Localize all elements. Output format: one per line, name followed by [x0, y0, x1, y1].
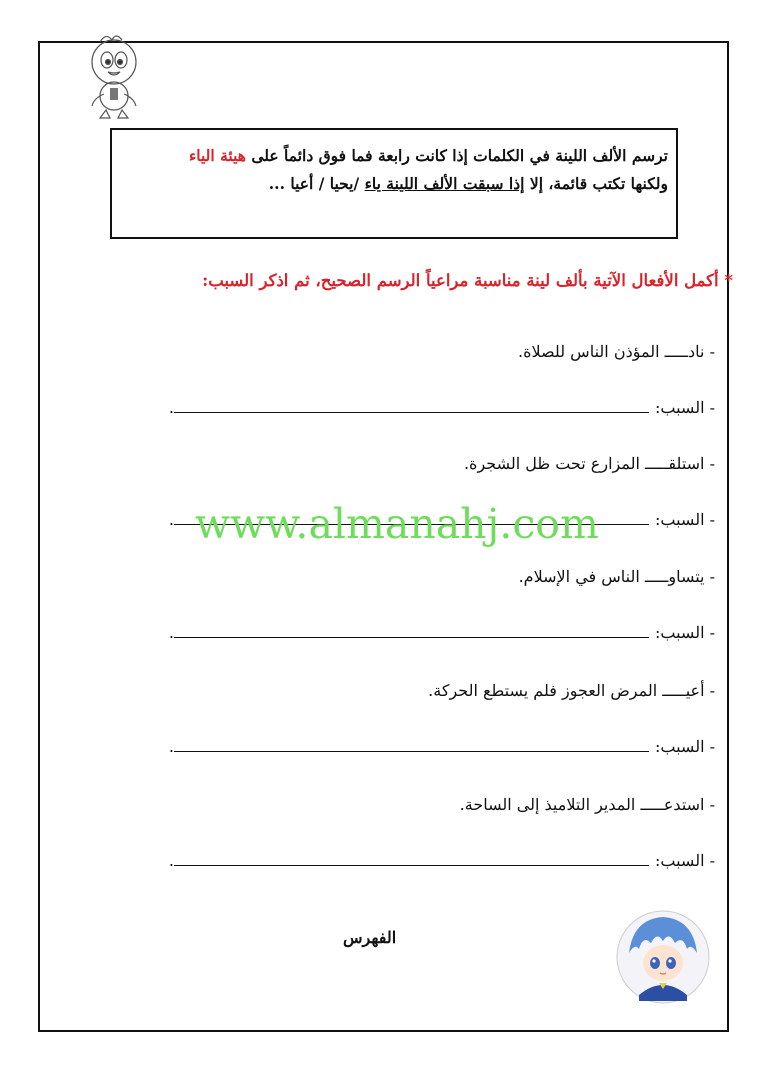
exercise-item: [75, 790, 715, 876]
reason-label: - السبب:: [654, 510, 715, 529]
reason-row: - السبب:.: [168, 398, 715, 417]
rule-line-1: [120, 142, 668, 170]
answer-line[interactable]: [174, 850, 649, 866]
reason-label: - السبب:: [654, 623, 715, 642]
reason-row: - السبب:.: [168, 851, 715, 870]
exercise-sentence: - نادـــــ المؤذن الناس للصلاة.: [518, 342, 715, 361]
answer-line[interactable]: [174, 397, 649, 413]
rule-highlight: هيئة الياء: [188, 146, 246, 165]
watermark: www.almanahj.com: [195, 500, 599, 548]
rule-line-2: [120, 170, 668, 198]
exercise-sentence: - أعيـــــ المرض العجوز فلم يستطع الحركة.: [428, 681, 715, 700]
answer-line[interactable]: [174, 622, 649, 638]
answer-line[interactable]: [174, 736, 649, 752]
exercise-sentence: - يتساوـــــ الناس في الإسلام.: [518, 567, 715, 586]
anime-character-icon: [615, 909, 711, 1005]
exercise-sentence: - استدعـــــ المدير التلاميذ إلى الساحة.: [459, 795, 715, 814]
rule-text: ترسم الألف اللينة في الكلمات إذا كانت رابعة فما فوق دائماً على: [245, 146, 668, 165]
reason-row: - السبب:.: [168, 737, 715, 756]
rule-box: [110, 128, 678, 239]
rule-text: ولكنها تكتب قائمة، إلا: [524, 174, 668, 193]
exercise-instruction: * أكمل الأفعال الآتية بألف لينة مناسبة مراعياً الرسم الصحيح، ثم اذكر السبب:: [202, 271, 733, 290]
reason-label: - السبب:: [654, 737, 715, 756]
exercise-item: [75, 337, 715, 423]
reason-row: - السبب:.: [168, 623, 715, 642]
tweety-bird-icon: [82, 28, 146, 122]
exercise-item: [75, 676, 715, 762]
reason-row: - السبب:.: [168, 510, 715, 529]
reason-label: - السبب:: [654, 398, 715, 417]
rule-text: /يحيا / أعيا ...: [268, 174, 365, 193]
rule-underlined: إذا سبقت الألف اللينة ياء: [364, 174, 525, 193]
index-title: الفهرس: [343, 928, 397, 947]
reason-label: - السبب:: [654, 851, 715, 870]
exercise-item: [75, 562, 715, 648]
exercise-sentence: - استلقـــــ المزارع تحت ظل الشجرة.: [463, 454, 715, 473]
